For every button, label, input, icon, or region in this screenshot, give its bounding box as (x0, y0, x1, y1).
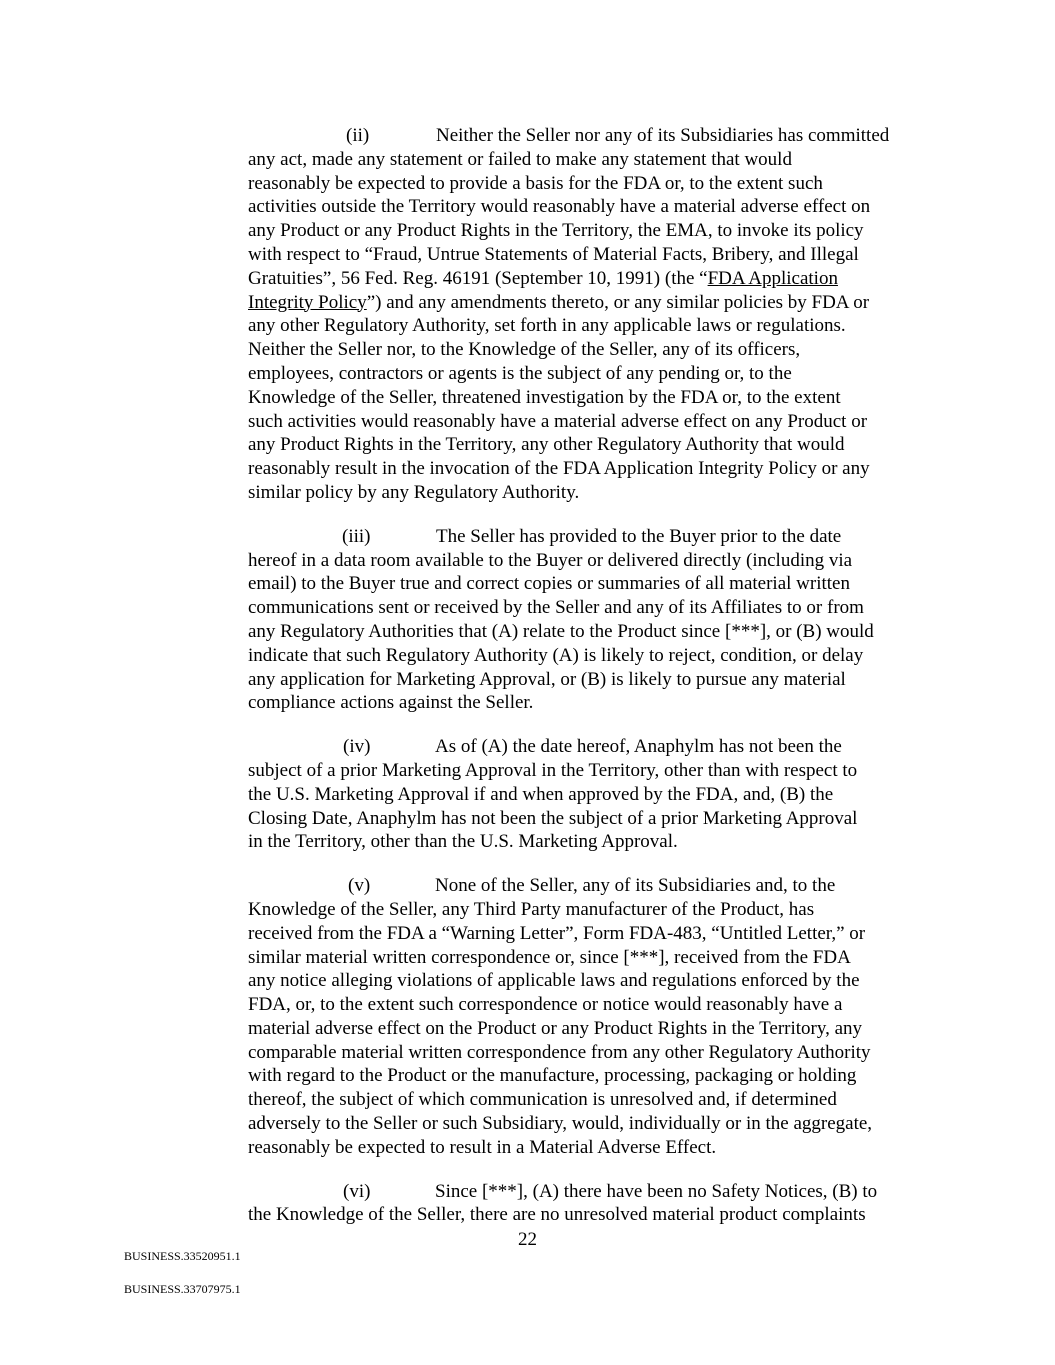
paragraph-vi (248, 1180, 940, 1228)
document-body (248, 124, 940, 1227)
paragraph-text: ”) and any amendments thereto, or any similar policies by FDA or (366, 291, 870, 313)
paragraph-line: material adverse effect on the Product or any Product Rights in the Territory, any (248, 1017, 863, 1039)
footer-document-id: BUSINESS.33520951.1 (124, 1249, 241, 1263)
paragraph-first-line (248, 124, 940, 148)
paragraph-v (248, 874, 940, 1160)
footer-document-id: BUSINESS.33707975.1 (124, 1282, 241, 1296)
paragraph-line: any notice alleging violations of applicable laws and regulations enforced by the (248, 970, 860, 992)
paragraph-line: hereof in a data room available to the Buyer or delivered directly (including via (248, 549, 853, 571)
paragraph-line: any Regulatory Authorities that (A) relate to the Product since [***], or (B) would (248, 620, 874, 642)
paragraph-number: (v) (348, 875, 371, 897)
paragraph-line: any Product or any Product Rights in the Territory, the EMA, to invoke its policy (248, 220, 864, 242)
paragraph-line: communications sent or received by the Seller and any of its Affiliates to or from (248, 597, 864, 619)
paragraph-line: the Knowledge of the Seller, there are no unresolved material product complaints (248, 1204, 866, 1226)
paragraph-text: None of the Seller, any of its Subsidiaries and, to the (435, 875, 836, 897)
paragraph-iv (248, 735, 940, 854)
paragraph-line: similar policy by any Regulatory Authority. (248, 481, 580, 503)
paragraph-line: any other Regulatory Authority, set forth in any applicable laws or regulations. (248, 315, 846, 337)
paragraph-line: compliance actions against the Seller. (248, 692, 534, 714)
paragraph-line: similar material written correspondence or, since [***], received from the FDA (248, 946, 851, 968)
paragraph-number: (iv) (343, 736, 371, 758)
paragraph-line: such activities would reasonably have a material adverse effect on any Product or (248, 410, 868, 432)
page-number: 22 (518, 1229, 537, 1250)
paragraph-number: (vi) (343, 1180, 371, 1202)
paragraph-text: As of (A) the date hereof, Anaphylm has not been the (435, 736, 842, 758)
paragraph-line: with respect to “Fraud, Untrue Statements of Material Facts, Bribery, and Illegal (248, 243, 859, 265)
paragraph-line (248, 291, 940, 315)
paragraph-line: any application for Marketing Approval, or (B) is likely to pursue any material (248, 668, 846, 690)
paragraph-line: activities outside the Territory would reasonably have a material adverse effect on (248, 196, 871, 218)
paragraph-line: any Product Rights in the Territory, any other Regulatory Authority that would (248, 434, 845, 456)
paragraph-line: any act, made any statement or failed to make any statement that would (248, 148, 792, 170)
paragraph-line: employees, contractors or agents is the subject of any pending or, to the (248, 362, 792, 384)
paragraph-ii (248, 124, 940, 505)
paragraph-first-line (248, 525, 940, 549)
paragraph-line: reasonably result in the invocation of the FDA Application Integrity Policy or any (248, 458, 870, 480)
paragraph-text: Gratuities”, 56 Fed. Reg. 46191 (September 10, 1991) (the “ (248, 267, 708, 289)
paragraph-text: The Seller has provided to the Buyer prior to the date (436, 525, 842, 547)
paragraph-line: with regard to the Product or the manufacture, processing, packaging or holding (248, 1065, 857, 1087)
paragraph-line: Knowledge of the Seller, any Third Party manufacturer of the Product, has (248, 898, 815, 920)
paragraph-line: thereof, the subject of which communication is unresolved and, if determined (248, 1089, 837, 1111)
paragraph-iii (248, 525, 940, 715)
paragraph-line: reasonably be expected to provide a basis for the FDA or, to the extent such (248, 172, 823, 194)
paragraph-first-line (248, 1180, 940, 1204)
paragraph-line: reasonably be expected to result in a Material Adverse Effect. (248, 1136, 717, 1158)
paragraph-line: email) to the Buyer true and correct copies or summaries of all material written (248, 573, 850, 595)
paragraph-line: in the Territory, other than the U.S. Marketing Approval. (248, 831, 678, 853)
paragraph-line: the U.S. Marketing Approval if and when approved by the FDA, and, (B) the (248, 783, 834, 805)
paragraph-text: Since [***], (A) there have been no Safety Notices, (B) to (435, 1180, 878, 1202)
paragraph-line: indicate that such Regulatory Authority (A) is likely to reject, condition, or delay (248, 644, 864, 666)
paragraph-line (248, 267, 940, 291)
defined-term-fda-application: FDA Application (707, 267, 838, 289)
paragraph-line: received from the FDA a “Warning Letter”, Form FDA-483, “Untitled Letter,” or (248, 922, 866, 944)
paragraph-first-line (248, 735, 940, 759)
paragraph-number: (iii) (342, 525, 371, 547)
paragraph-first-line (248, 874, 940, 898)
paragraph-line: adversely to the Seller or such Subsidiary, would, individually or in the aggregate, (248, 1113, 873, 1135)
paragraph-line: comparable material written correspondence from any other Regulatory Authority (248, 1041, 871, 1063)
paragraph-line: FDA, or, to the extent such correspondence or notice would reasonably have a (248, 994, 843, 1016)
defined-term-integrity-policy: Integrity Policy (248, 291, 367, 313)
paragraph-line: Closing Date, Anaphylm has not been the subject of a prior Marketing Approval (248, 807, 858, 829)
paragraph-number: (ii) (346, 125, 370, 146)
paragraph-text: Neither the Seller nor any of its Subsidiaries has committed (436, 125, 890, 146)
paragraph-line: Neither the Seller nor, to the Knowledge of the Seller, any of its officers, (248, 339, 801, 361)
paragraph-line: Knowledge of the Seller, threatened investigation by the FDA or, to the extent (248, 386, 841, 408)
paragraph-line: subject of a prior Marketing Approval in the Territory, other than with respect to (248, 759, 858, 781)
